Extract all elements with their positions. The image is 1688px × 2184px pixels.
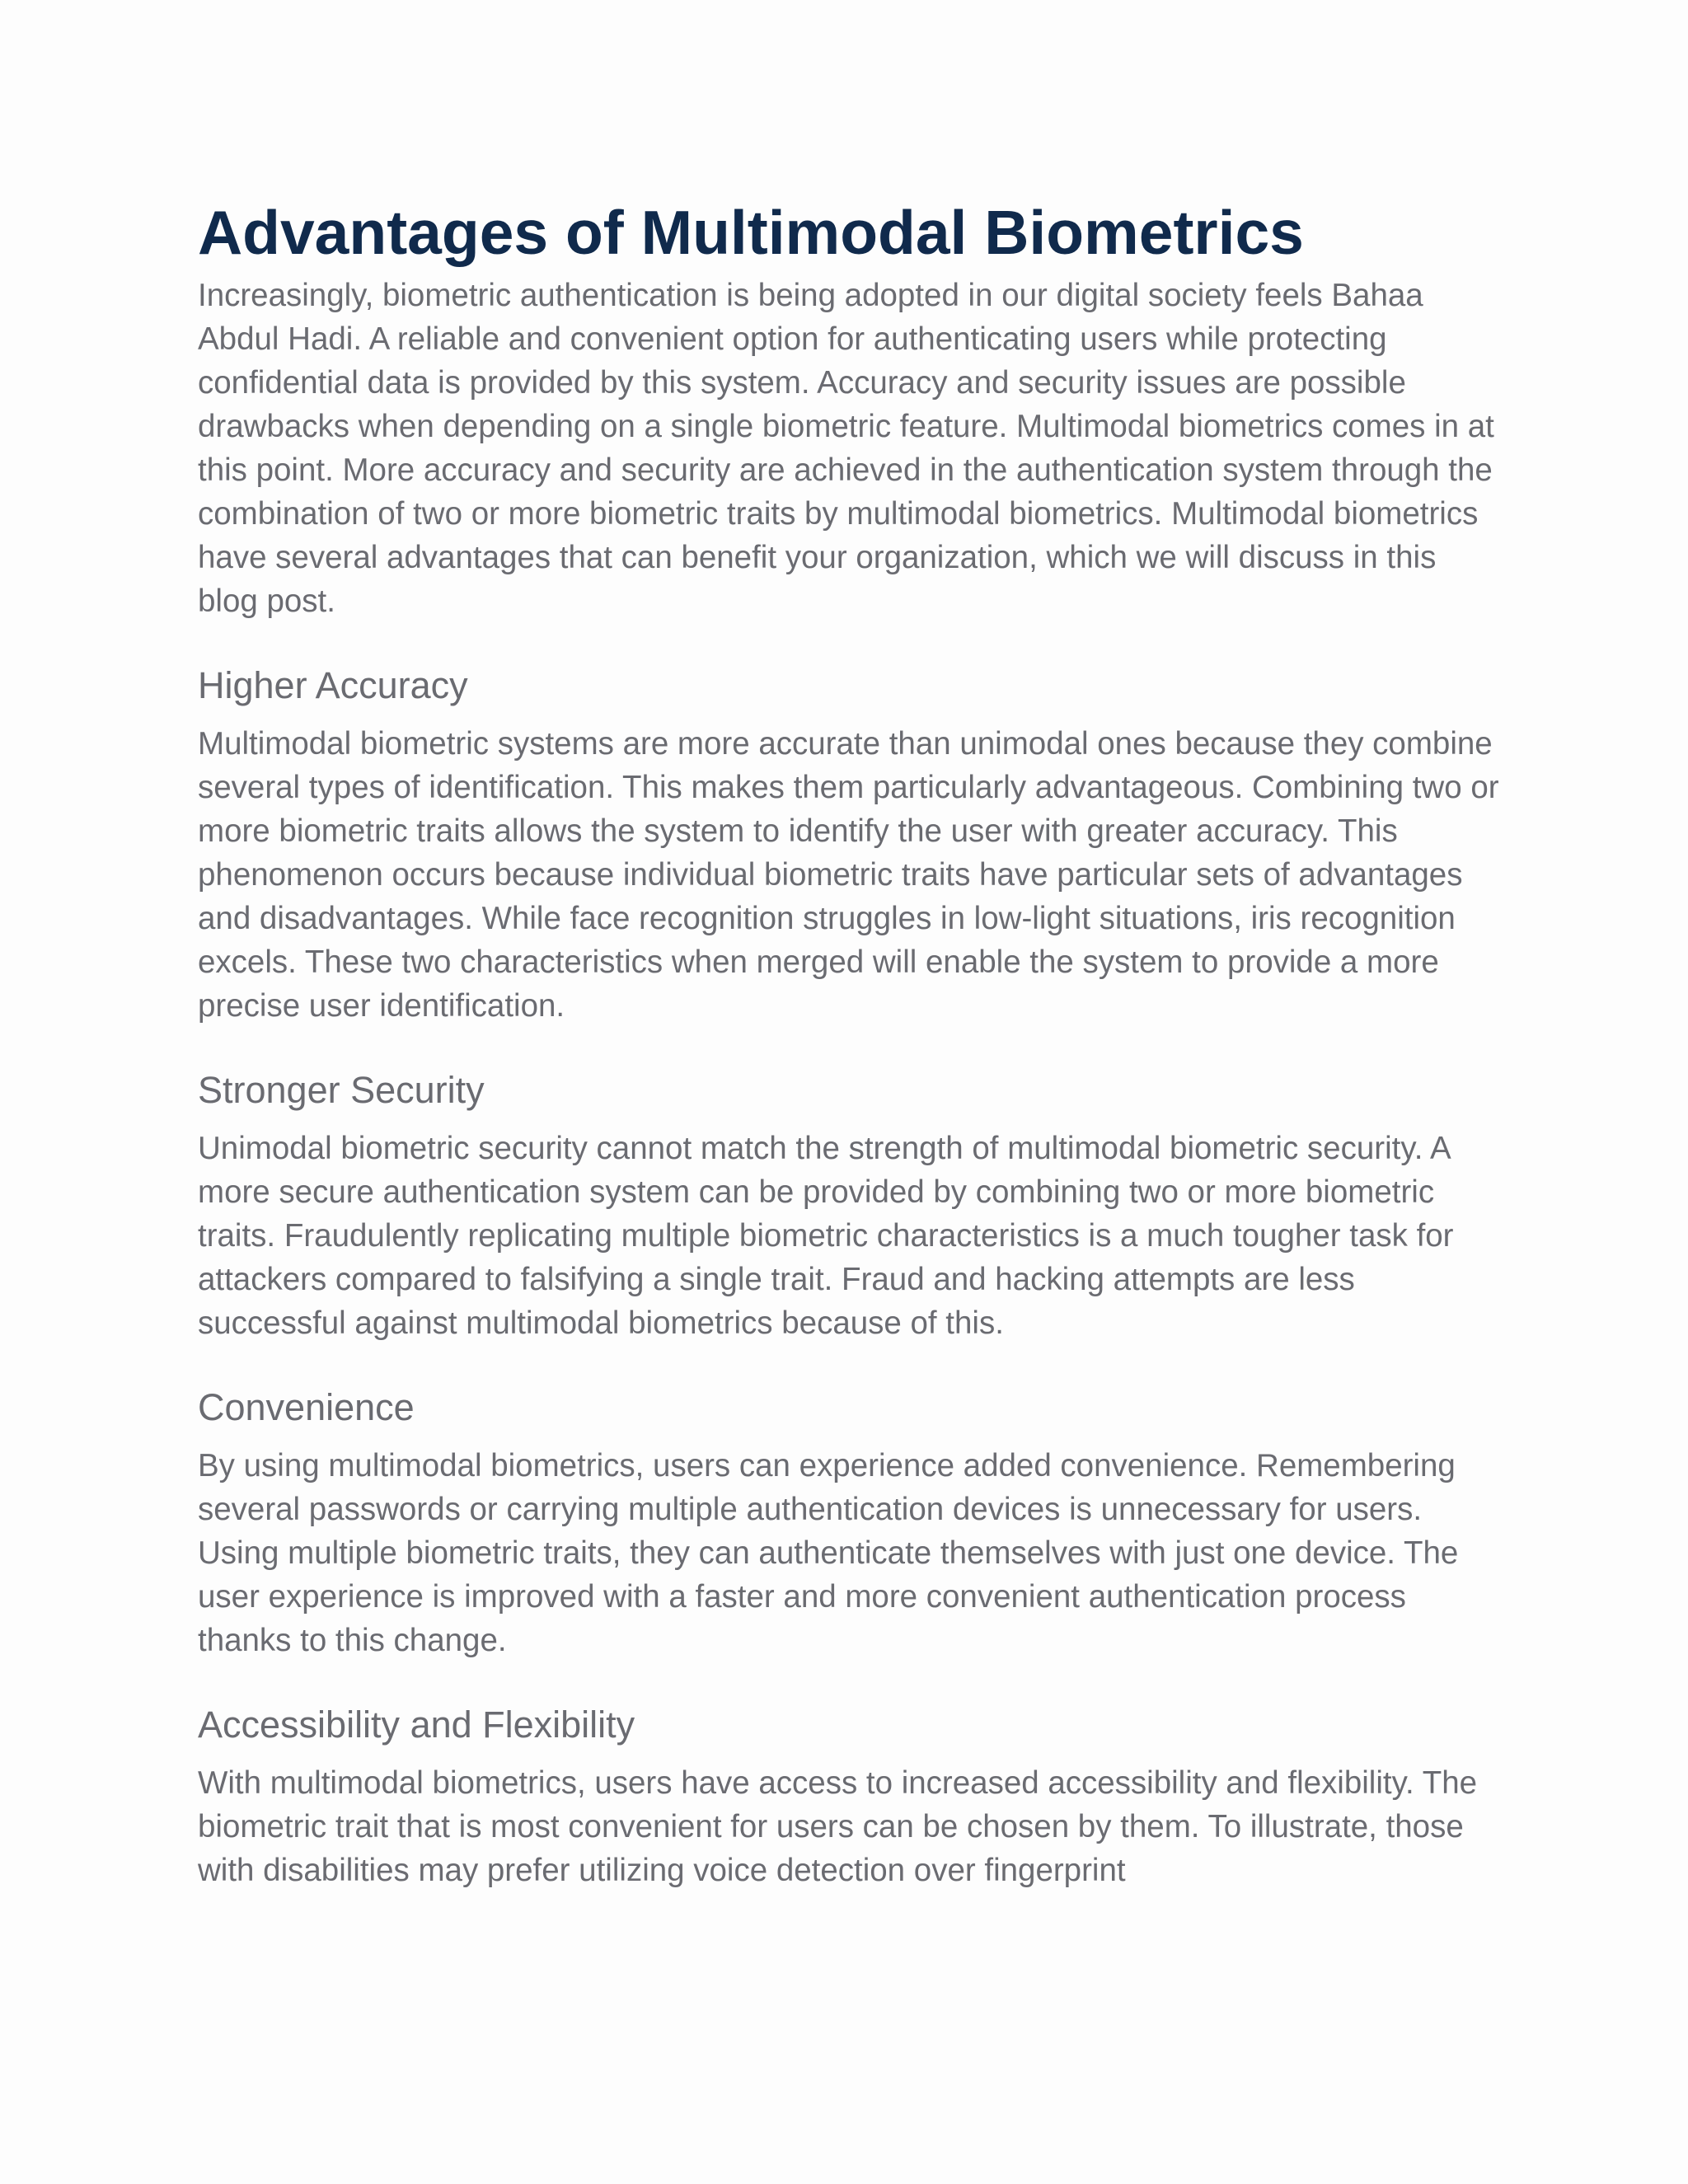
section-body-stronger-security: Unimodal biometric security cannot match the strength of multimodal biometric security. A more secure authentication system can be provided by combining two or more biometric traits. Fraudulently replicating multiple biometric characteristics is a much tougher task for attackers compared to falsifying a single trait. Fraud and hacking attempts are less successful against multimodal biometrics because of this. xyxy=(198,1131,1454,1341)
section-body-higher-accuracy: Multimodal biometric systems are more accurate than unimodal ones because they combine several types of identification. This makes them particularly advantageous. Combining two or more biometric traits allows the system to identify the user with greater accuracy. This phenomenon occurs because individual biometric traits have particular sets of advantages and disadvantages. While face recognition struggles in low-light situations, iris recognition excels. These two characteristics when merged will enable the system to provide a more precise user identification. xyxy=(198,726,1499,1024)
section-heading-higher-accuracy: Higher Accuracy xyxy=(198,664,468,706)
section-heading-stronger-security: Stronger Security xyxy=(198,1069,485,1111)
page-title: Advantages of Multimodal Biometrics xyxy=(198,198,1304,267)
document-content xyxy=(198,191,1500,1892)
intro-paragraph: Increasingly, biometric authentication is being adopted in our digital society feels Bahaa Abdul Hadi. A reliable and convenient option for authenticating users while protecting confidential data is provided by this system. Accuracy and security issues are possible drawbacks when depending on a single biometric feature. Multimodal biometrics comes in at this point. More accuracy and security are achieved in the authentication system through the combination of two or more biometric traits by multimodal biometrics. Multimodal biometrics have several advantages that can benefit your organization, which we will discuss in this blog post. xyxy=(198,278,1494,619)
section-body-convenience: By using multimodal biometrics, users can experience added convenience. Remembering several passwords or carrying multiple authentication devices is unnecessary for users. Using multiple biometric traits, they can authenticate themselves with just one device. The user experience is improved with a faster and more convenient authentication process thanks to this change. xyxy=(198,1448,1459,1658)
section-body-accessibility-flexibility: With multimodal biometrics, users have access to increased accessibility and flexibility. The biometric trait that is most convenient for users can be chosen by them. To illustrate, those with disabilities may prefer utilizing voice detection over fingerprint xyxy=(198,1765,1478,1888)
section-heading-accessibility-flexibility: Accessibility and Flexibility xyxy=(198,1704,635,1746)
section-heading-convenience: Convenience xyxy=(198,1386,415,1428)
